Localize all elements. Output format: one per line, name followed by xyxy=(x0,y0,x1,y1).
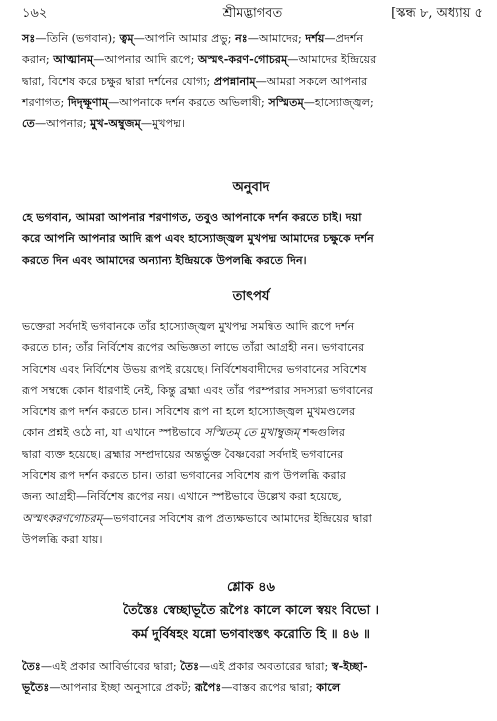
text-line xyxy=(22,486,480,507)
translation xyxy=(22,207,480,271)
term: দিদৃক্ষূণাম্ xyxy=(67,94,109,109)
quoted-term: অস্মৎকরণগোচরম্ xyxy=(22,511,103,525)
text-run: করান; xyxy=(22,53,54,67)
text-line xyxy=(22,380,480,401)
text-line xyxy=(22,49,480,70)
text-run: শব্দগুলির xyxy=(299,426,346,440)
text-run: ভক্তেরা সর্বদাই ভগবানকে তাঁর হাস্যোজ্জ্বল মুখপদ্ম সমন্বিত আদি রূপে দর্শন xyxy=(22,320,355,333)
term: ভূতৈঃ xyxy=(22,680,50,695)
text-line xyxy=(22,401,480,422)
text-run: রূপ সম্বন্ধে কোন ধারণাই নেই, কিন্তু ব্রহ্মা এবং তাঁর পরম্পরার সদস্যরা ভগবানের xyxy=(22,383,373,397)
term: তৈঃ xyxy=(180,659,200,673)
text-run: শরণাগত; xyxy=(22,95,68,109)
verse-line: তৈস্তৈঃ স্বেচ্ছাভূতৈ রূপৈঃ কালে কালে স্বয়ং বিভো । xyxy=(122,602,380,617)
page-header xyxy=(22,4,483,26)
text-line xyxy=(22,508,480,529)
quoted-term: সস্মিতম্ তে মুখাম্বুজম্ xyxy=(204,426,300,440)
term: কালে xyxy=(316,680,341,695)
term: সঃ xyxy=(22,31,36,45)
text-run: সবিশেষ এবং নির্বিশেষ উভয় রূপই রয়েছে। নির্বিশেষবাদীদের ভগবানের সবিশেষ xyxy=(22,362,367,376)
text-line xyxy=(22,92,480,113)
text-run: দ্বারা, বিশেষ করে চক্ষুর দ্বারা দর্শনের যোগ্য; xyxy=(22,74,214,88)
translation-line: করে আপনি আপনার আদি রূপ এবং হাস্যোজ্জ্বল মুখপদ্ম আমাদের চক্ষুকে দর্শন xyxy=(22,231,374,246)
text-run: করতে চান; তাঁর নির্বিশেষ রূপের অভিজ্ঞতা লাভে তাঁরা আগ্রহী নন। ভগবানের xyxy=(22,341,365,355)
text-run: —বাস্তব রূপের দ্বারা; xyxy=(221,681,317,695)
text-line xyxy=(22,337,480,358)
verse-line: কর্ম দুর্বিষহং যন্নো ভগবাংস্তৎ করোতি হি ॥ ৪৬ ॥ xyxy=(131,626,371,641)
text-run: দ্বারা ব্যক্ত হয়েছে। ব্রহ্মার সম্প্রদায়ের অন্তর্ভুক্ত বৈষ্ণবেরা সর্বদাই ভগবানের xyxy=(22,447,344,461)
purport-heading: তাৎপর্য xyxy=(232,289,270,304)
text-line xyxy=(22,71,480,92)
text-run: উপলব্ধি করা যায়। xyxy=(22,532,103,546)
text-run: —আপনার ইচ্ছা অনুসারে প্রকট; xyxy=(49,681,195,695)
text-line xyxy=(22,113,480,134)
text-line xyxy=(22,316,480,337)
text-line xyxy=(22,444,480,465)
text-run: —আমাদের ইন্দ্রিয়ের xyxy=(287,53,377,67)
text-line xyxy=(22,422,480,443)
term: আত্মানম্ xyxy=(53,52,94,67)
text-run: সবিশেষ রূপ দর্শন করতে চান। সবিশেষ রূপ না হলে হাস্যোজ্জ্বল মুখমণ্ডলের xyxy=(22,405,356,419)
text-run: —আপনার আদি রূপে; xyxy=(93,53,198,67)
text-line xyxy=(22,359,480,380)
term: স্ব-ইচ্ছা- xyxy=(331,659,368,673)
term: অস্মৎ-করণ-গোচরম্ xyxy=(197,52,288,67)
page-number: ১৬২ xyxy=(22,6,48,21)
text-run: —আপনাকে দর্শন করতে অভিলাষী; xyxy=(108,95,269,109)
text-run: —আমাদের; xyxy=(247,32,306,45)
text-line xyxy=(22,529,480,550)
translation-line: করতে দিন এবং আমাদের অন্যান্য ইন্দ্রিয়কে উপলব্ধি করতে দিন। xyxy=(22,252,307,267)
text-run: —ভগবানের সবিশেষ রূপ প্রত্যক্ষভাবে আমাদের ইন্দ্রিয়ের দ্বারা xyxy=(102,511,372,525)
term: সস্মিতম্ xyxy=(268,94,304,109)
term: তৈঃ xyxy=(22,659,41,673)
text-run: —হাস্যোজ্জ্বল; xyxy=(303,95,374,109)
text-run: —আমরা সকলে আপনার xyxy=(255,74,368,88)
term: ত্বম্ xyxy=(119,31,134,45)
term: নঃ xyxy=(235,31,248,45)
text-run: —এই প্রকার অবতারের দ্বারা; xyxy=(199,660,332,673)
term: রূপৈঃ xyxy=(194,680,222,695)
text-line xyxy=(22,677,480,698)
text-run: —এই প্রকার আবির্ভাবের দ্বারা; xyxy=(40,660,181,673)
text-run: —মুখপদ্ম। xyxy=(140,117,186,131)
term: তে xyxy=(22,116,35,131)
term: প্রপন্নানাম্ xyxy=(213,73,256,88)
text-run: সবিশেষ রূপ দর্শন করতে চান। তারা ভগবানের সবিশেষ রূপ উপলব্ধি করার xyxy=(22,469,347,483)
text-run: —আপনি আমার প্রভু; xyxy=(133,32,236,45)
purport xyxy=(22,316,480,550)
verse-heading: শ্লোক ৪৬ xyxy=(226,580,276,595)
term: দর্শয় xyxy=(305,31,325,45)
text-line xyxy=(22,656,480,677)
text-run: —তিনি (ভগবান); xyxy=(35,32,120,45)
text-run: —আপনার; xyxy=(34,117,91,131)
translation-heading: অনুবাদ xyxy=(232,180,270,195)
chapter-reference: [স্কন্ধ ৮, অধ্যায় ৫ xyxy=(391,6,483,21)
running-title: শ্রীমদ্ভাগবত xyxy=(222,6,283,21)
word-synonyms xyxy=(22,28,480,134)
verse-word-synonyms xyxy=(22,656,480,699)
text-line xyxy=(22,465,480,486)
text-run: —প্রদর্শন xyxy=(324,32,364,45)
term: মুখ-অম্বুজম্ xyxy=(90,116,141,131)
translation-line: হে ভগবান, আমরা আপনার শরণাগত, তবুও আপনাকে দর্শন করতে চাই। দয়া xyxy=(22,210,362,224)
text-line xyxy=(22,28,480,49)
text-run: জন্য আগ্রহী—নির্বিশেষ রূপের নয়। এখানে স্পষ্টভাবে উল্লেখ করা হয়েছে, xyxy=(22,490,342,504)
text-run: কোন প্রশ্নই ওঠে না, যা এখানে স্পষ্টভাবে xyxy=(22,426,205,440)
